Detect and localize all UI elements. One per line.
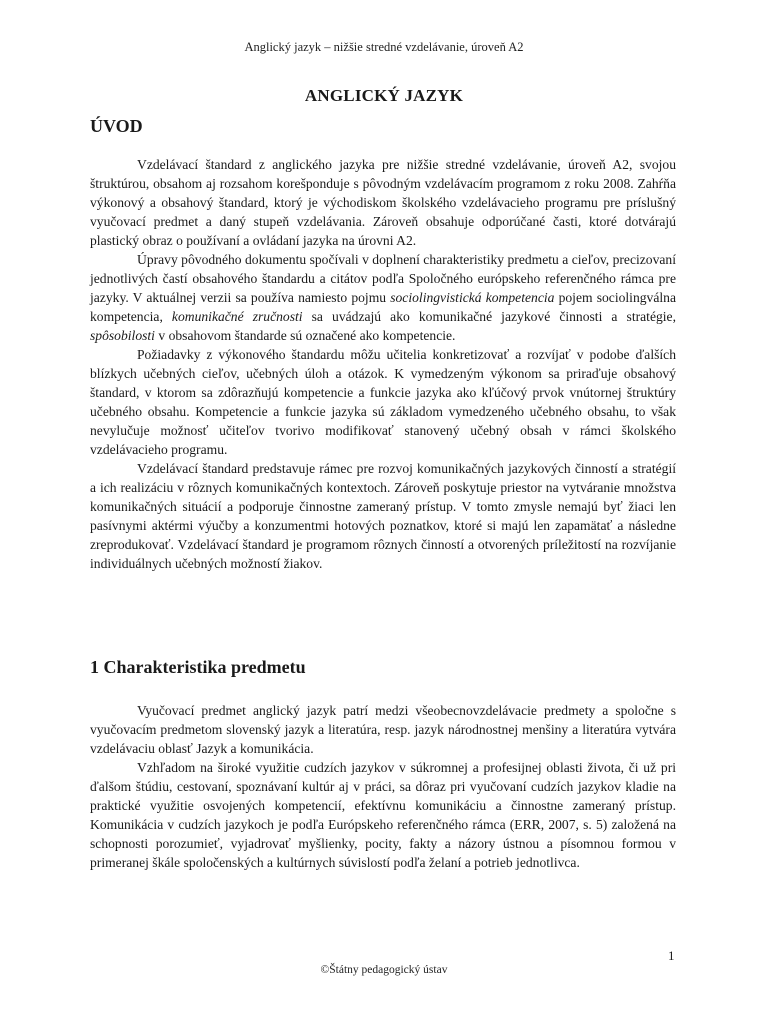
intro-paragraph-3: Požiadavky z výkonového štandardu môžu učitelia konkretizovať a rozvíjať v podobe ďalších blízkych učebných cieľov, učebných úloh a otázok. K vymedzeným výkonom sa priraďuje obsahový štandard, v ktorom sa zdôrazňujú kompetencie a funkcie jazyka ako kľúčový prvok vnútornej štruktúry učebného obsahu. Kompetencie a funkcie jazyka sú základom vymedzeného učebného obsahu, to však nevylučuje možnosť učiteľov tvorivo modifikovať stanovený učebný obsah v rámci školského vzdelávacieho programu.: [90, 347, 676, 457]
intro-p2-term-1: sociolingvistická kompetencia: [390, 290, 555, 305]
intro-paragraph-4: Vzdelávací štandard predstavuje rámec pre rozvoj komunikačných jazykových činností a stratégií a ich realizáciu v rôznych komunikačných kontextoch. Zároveň poskytuje priestor na vytváranie množstva komunikačných situácií a podporuje činnostne zameraný prístup. V tomto zmysle nemajú byť žiaci len pasívnymi aktérmi výučby a konzumentmi hotových poznatkov, ktoré si majú len zapamätať a následne zreprodukovať. Vzdelávací štandard je programom rôznych činností a otvorených príležitostí na rozvíjanie individuálnych učebných možností žiakov.: [90, 461, 676, 571]
footer-copyright: ©Štátny pedagogický ústav: [320, 964, 448, 976]
running-header: Anglický jazyk – nižšie stredné vzdelávanie, úroveň A2: [244, 40, 524, 54]
document-title: ANGLICKÝ JAZYK: [304, 86, 464, 105]
intro-p2-term-2: komunikačné zručnosti: [171, 309, 303, 324]
intro-p2-text-c: sa uvádzajú ako komunikačné jazykové činnosti a stratégie,: [302, 309, 676, 324]
section-1-paragraph-2: Vzhľadom na široké využitie cudzích jazykov v súkromnej a profesijnej oblasti života, či už pri ďalšom štúdiu, cestovaní, spoznávaní kultúr aj v práci, sa dôraz pri vyučovaní cudzích jazykov kladie na praktické využitie osvojených kompetencií, efektívnu komunikáciu a činnostne zameraný prístup. Komunikácia v cudzích jazykoch je podľa Európskeho referenčného rámca (ERR, 2007, s. 5) založená na schopnosti porozumieť, vyjadrovať myšlienky, pocity, fakty a názory ústnou a písomnou formou v primeranej škále spoločenských a kultúrnych súvislostí podľa želaní a potrieb jednotlivca.: [90, 760, 676, 870]
intro-p2-term-3: spôsobilosti: [90, 328, 155, 343]
page-number: 1: [668, 948, 675, 963]
intro-p2-text-d: v obsahovom štandarde sú označené ako kompetencie.: [154, 328, 456, 343]
section-1-body: [90, 701, 676, 872]
intro-p2-text-b: pojem sociolingválna kompetencia,: [90, 290, 676, 324]
intro-heading: ÚVOD: [90, 116, 143, 136]
section-1-heading: 1 Charakteristika predmetu: [90, 657, 306, 677]
intro-paragraph-1: Vzdelávací štandard z anglického jazyka pre nižšie stredné vzdelávanie, úroveň A2, svojou štruktúrou, obsahom aj rozsahom korešponduje s pôvodným vzdelávacím programom z roku 2008. Zahŕňa výkonový a obsahový štandard, ktorý je východiskom školského vzdelávacieho programu pre príslušný vyučovací predmet a daný stupeň vzdelávania. Zároveň obsahuje odporúčané časti, ktoré dotvárajú plastický obraz o používaní a ovládaní jazyka na úrovni A2.: [90, 157, 676, 248]
intro-section: [90, 155, 676, 573]
intro-paragraph-2: [90, 250, 676, 345]
intro-p2-text-a: Úpravy pôvodného dokumentu spočívali v doplnení charakteristiky predmetu a cieľov, precizovaní jednotlivých častí obsahového štandardu a citátov podľa Spoločného európskeho referenčného rámca pre jazyky. V aktuálnej verzii sa používa namiesto pojmu: [90, 252, 676, 305]
section-1-paragraph-1: Vyučovací predmet anglický jazyk patrí medzi všeobecnovzdelávacie predmety a spoločne s vyučovacím predmetom slovenský jazyk a literatúra, resp. jazyk národnostnej menšiny a literatúra vytvára vzdelávaciu oblasť Jazyk a komunikácia.: [90, 703, 676, 756]
